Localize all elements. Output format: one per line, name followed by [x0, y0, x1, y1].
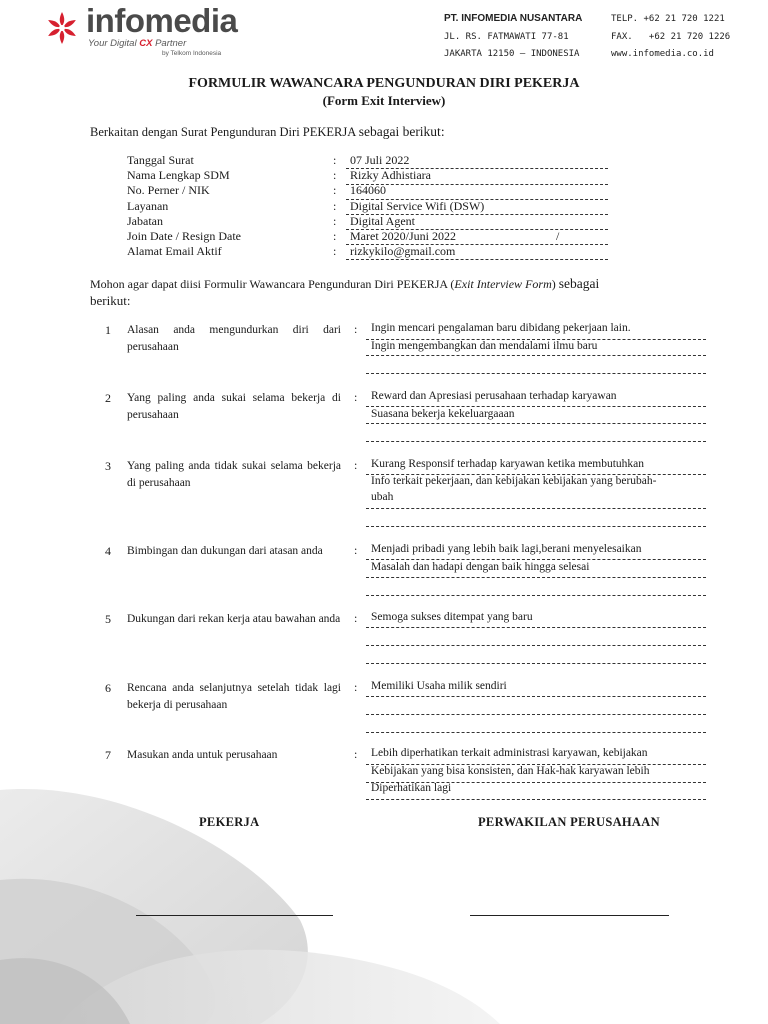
question-number: 1	[105, 323, 111, 337]
info-value-nama: Rizky Adhistiara	[350, 168, 431, 182]
info-label: Tanggal Surat	[127, 153, 194, 167]
request-text	[90, 276, 690, 292]
info-value-join-resign: Maret 2020/Juni 2022	[350, 229, 456, 243]
question-text: Alasan anda mengundurkan diri dari perusahaan	[127, 324, 341, 353]
question-colon: :	[354, 543, 358, 557]
request-text-3: )	[551, 277, 559, 291]
info-label: Nama Lengkap SDM	[127, 168, 230, 182]
info-label: No. Perner / NIK	[127, 183, 210, 197]
question-text: Masukan anda untuk perusahaan	[127, 749, 278, 761]
answer-line: Kebijakan yang bisa konsisten, dan Hak-hak karyawan lebih	[371, 765, 650, 777]
answer-line: Info terkait pekerjaan, dan kebijakan kebijakan yang berubah-	[371, 475, 657, 487]
info-label: Jabatan	[127, 214, 163, 228]
answer-underline	[366, 577, 706, 578]
answer-line: Ingin mengembangkan dan mendalami ilmu baru	[371, 340, 598, 352]
intro-text-pre: Berkaitan dengan Surat Pengunduran Diri PEKERJA	[90, 125, 359, 139]
question-number: 4	[105, 544, 111, 558]
answer-underline	[366, 559, 706, 560]
question-number: 7	[105, 748, 111, 762]
info-value-email: rizkykilo@gmail.com	[350, 244, 456, 258]
signature-line-pekerja[interactable]	[136, 915, 333, 916]
answer-underline	[366, 508, 706, 509]
answer-line: ubah	[371, 491, 394, 503]
company-fax: FAX. +62 21 720 1226	[611, 32, 731, 42]
answer-underline	[366, 423, 706, 424]
answer-underline	[366, 663, 706, 664]
answer-line: Reward dan Apresiasi perusahaan terhadap karyawan	[371, 390, 617, 402]
info-label: Join Date / Resign Date	[127, 229, 241, 243]
question-colon: :	[354, 322, 358, 336]
signature-label-perwakilan: PERWAKILAN PERUSAHAAN	[478, 815, 660, 829]
info-label: Layanan	[127, 199, 169, 213]
form-subtitle: (Form Exit Interview)	[322, 93, 446, 108]
signature-label-pekerja: PEKERJA	[199, 815, 260, 829]
logo-telkom-label: by Telkom Indonesia	[162, 50, 222, 57]
question-number: 5	[105, 612, 111, 626]
request-text-1: Mohon agar dapat diisi Formulir Wawancara Pengunduran Diri PEKERJA (	[90, 277, 455, 291]
answer-line: Kurang Responsif terhadap karyawan ketika membutuhkan	[371, 458, 645, 470]
question-colon: :	[354, 390, 358, 404]
request-text-4: sebagai	[558, 276, 600, 291]
logo-tagline-post: Partner	[152, 38, 187, 49]
answer-underline	[366, 714, 706, 715]
answer-underline	[366, 373, 706, 374]
info-value-layanan: Digital Service Wifi (DSW)	[350, 199, 485, 213]
intro-text	[90, 124, 445, 140]
question-text: Rencana anda selanjutnya setelah tidak lagi bekerja di perusahaan	[127, 682, 341, 711]
signature-line-perwakilan[interactable]	[470, 915, 669, 916]
answer-underline	[366, 441, 706, 442]
info-colon: :	[333, 214, 337, 228]
form-title: FORMULIR WAWANCARA PENGUNDURAN DIRI PEKERJA	[188, 76, 580, 91]
answer-underline	[366, 355, 706, 356]
question-text: Yang paling anda sukai selama bekerja di perusahaan	[127, 392, 341, 421]
question-colon: :	[354, 680, 358, 694]
infomedia-logo-icon	[42, 8, 82, 48]
answer-underline	[366, 645, 706, 646]
question-text: Bimbingan dan dukungan dari atasan anda	[127, 545, 323, 557]
answer-underline	[366, 526, 706, 527]
info-colon: :	[333, 244, 337, 258]
company-address-1: JL. RS. FATMAWATI 77-81	[444, 32, 569, 42]
logo-tagline-pre: Your Digital	[88, 38, 140, 49]
answer-line: Menjadi pribadi yang lebih baik lagi,berani menyelesaikan	[371, 543, 642, 555]
answer-underline	[366, 799, 706, 800]
answer-underline	[366, 627, 706, 628]
question-text: Dukungan dari rekan kerja atau bawahan anda	[127, 613, 341, 625]
info-colon: :	[333, 229, 337, 243]
info-colon: :	[333, 183, 337, 197]
info-underline	[346, 259, 608, 260]
question-number: 3	[105, 459, 111, 473]
request-text-line2: berikut:	[90, 293, 131, 308]
answer-underline	[366, 696, 706, 697]
answer-line: Diperhatikan lagi	[371, 782, 452, 794]
info-colon: :	[333, 168, 337, 182]
company-telp: TELP. +62 21 720 1221	[611, 14, 725, 24]
logo-tagline-cx: CX	[139, 38, 153, 49]
question-colon: :	[354, 611, 358, 625]
company-website: www.infomedia.co.id	[611, 49, 714, 59]
answer-line: Semoga sukses ditempat yang baru	[371, 611, 533, 623]
question-text: Yang paling anda tidak sukai selama bekerja di perusahaan	[127, 460, 341, 489]
answer-line: Memiliki Usaha milik sendiri	[371, 680, 507, 692]
intro-text-post: sebagai berikut:	[358, 124, 445, 139]
answer-line: Lebih diperhatikan terkait administrasi karyawan, kebijakan	[371, 747, 648, 759]
company-address-2: JAKARTA 12150 – INDONESIA	[444, 49, 580, 59]
company-name: PT. INFOMEDIA NUSANTARA	[444, 13, 583, 24]
logo-wordmark: infomedia	[86, 2, 238, 39]
question-colon: :	[354, 458, 358, 472]
info-colon: :	[333, 199, 337, 213]
answer-underline	[366, 595, 706, 596]
info-value-nik: 164060	[350, 183, 386, 197]
info-value-separator: /	[556, 229, 560, 243]
answer-line: Suasana bekerja kekeluargaaan	[371, 408, 515, 420]
answer-line: Masalah dan hadapi dengan baik hingga selesai	[371, 561, 590, 573]
request-text-italic: Exit Interview Form	[454, 277, 552, 291]
info-value-tanggal-surat: 07 Juli 2022	[350, 153, 410, 167]
info-label: Alamat Email Aktif	[127, 244, 222, 258]
answer-underline	[366, 732, 706, 733]
answer-underline	[366, 406, 706, 407]
question-colon: :	[354, 747, 358, 761]
question-number: 6	[105, 681, 111, 695]
info-colon: :	[333, 153, 337, 167]
info-value-jabatan: Digital Agent	[350, 214, 415, 228]
logo-tagline	[88, 38, 186, 49]
question-number: 2	[105, 391, 111, 405]
answer-line: Ingin mencari pengalaman baru dibidang pekerjaan lain.	[371, 322, 631, 334]
